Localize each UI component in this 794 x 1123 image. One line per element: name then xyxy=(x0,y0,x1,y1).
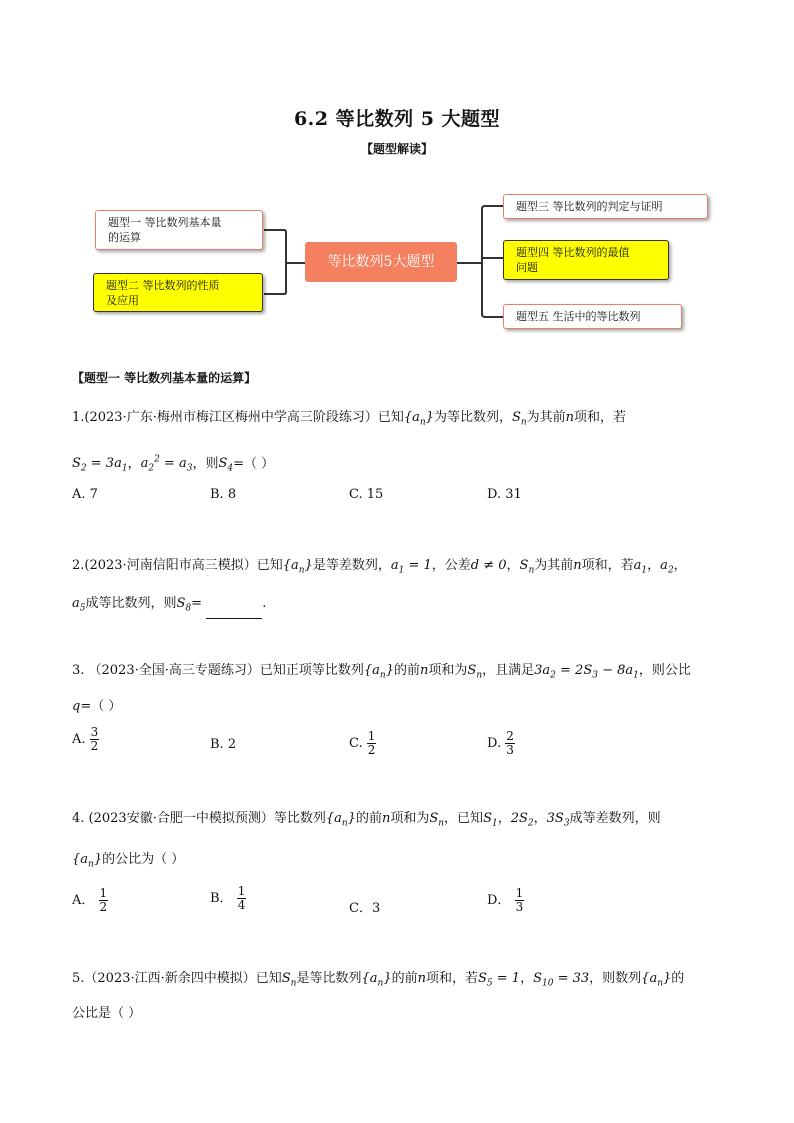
q1-option-c[interactable]: C. 15 xyxy=(349,487,384,502)
node-line: 问题 xyxy=(516,261,538,274)
q1-option-d[interactable]: D. 31 xyxy=(487,487,522,502)
q3-option-d[interactable] xyxy=(487,730,515,757)
q5-text: 公比是（ ） xyxy=(72,1006,142,1021)
q2-answer-blank[interactable] xyxy=(206,604,262,619)
q5-text: 项和，若 xyxy=(425,971,478,986)
q3-source: 3. （2023·全国·高三专题练习）已知正项等比数列 xyxy=(72,663,364,678)
page-title: 6.2 等比数列 5 大题型 xyxy=(293,108,501,130)
mindmap-node-type3 xyxy=(503,194,708,219)
q4-source: 4. (2023安徽·合肥一中模拟预测）等比数列 xyxy=(72,811,326,826)
q3-text: ，则公比 xyxy=(638,663,691,678)
q2-text: 项和，若 xyxy=(581,558,634,573)
question-5-line-2 xyxy=(72,1004,141,1024)
q3-text: 的前 xyxy=(394,663,421,678)
q3-text: ，且满足 xyxy=(482,663,535,678)
q2-text: 为其前 xyxy=(534,558,574,573)
q3-text: 项和为 xyxy=(428,663,468,678)
node-line: 题型二 等比数列的性质 xyxy=(106,279,220,292)
node-line: 及应用 xyxy=(106,294,139,307)
q4-option-a[interactable] xyxy=(72,887,108,914)
q5-source: 5.（2023·江西·新余四中模拟）已知 xyxy=(72,971,282,986)
option-label: D． xyxy=(487,893,511,908)
question-1-line-2: $S_2 = 3a_1$，$a_2^2 = a_3$，则$S_4=$（ ） xyxy=(72,455,275,474)
question-5-line-1: 5.（2023·江西·新余四中模拟）已知$S_n$是等比数列$\{a_n\}$的前n项和，若$S_5 = 1$，$S_{10} = 33$，则数列$\{a_n\}$的 xyxy=(72,971,685,989)
q2-text: 是等差数列， xyxy=(312,558,391,573)
q2-text: . xyxy=(262,596,267,611)
option-label: A． xyxy=(72,893,95,908)
q1-text: 为等比数列， xyxy=(433,410,512,425)
fraction: $\frac{1}{2}$ xyxy=(367,729,376,757)
q1-text: 项和，若 xyxy=(574,410,627,425)
q5-text: ，则数列 xyxy=(589,971,642,986)
option-label: D. xyxy=(487,736,502,751)
node-line: 题型一 等比数列基本量 xyxy=(108,216,222,229)
question-4-line-1: 4. (2023安徽·合肥一中模拟预测）等比数列$\{a_n\}$的前n项和为$S_n$，已知$S_1$，$2S_2$，$3S_3$成等差数列，则 xyxy=(72,811,661,829)
q4-text: 的前 xyxy=(355,811,382,826)
q5-text: 的前 xyxy=(391,971,418,986)
mindmap-node-type1 xyxy=(95,210,263,250)
q3-option-b[interactable]: B. 2 xyxy=(210,737,237,752)
fraction: $\frac{1}{2}$ xyxy=(99,886,108,914)
option-label: A. xyxy=(72,732,86,747)
q2-text: 成等比数列，则 xyxy=(85,596,177,611)
q4-option-d[interactable] xyxy=(487,887,524,914)
q5-text: ， xyxy=(520,971,534,986)
q1-option-b[interactable]: B. 8 xyxy=(210,487,237,502)
q2-text: ， xyxy=(647,558,661,573)
node-line: 题型五 生活中的等比数列 xyxy=(516,310,641,323)
question-2-line-2: $a_5$成等比数列，则$S_8=$ . xyxy=(72,594,266,619)
fraction: $\frac{3}{2}$ xyxy=(90,725,99,753)
q4-option-b[interactable] xyxy=(210,885,246,912)
q2-text: = xyxy=(191,596,203,611)
q5-text: 的 xyxy=(671,971,685,986)
q3-text: =（ ） xyxy=(80,699,122,714)
fraction: $\frac{2}{3}$ xyxy=(506,729,514,757)
q4-text: 项和为 xyxy=(390,811,430,826)
q5-text: 是等比数列 xyxy=(296,971,362,986)
q3-option-c[interactable] xyxy=(349,730,376,757)
q1-text: ，则 xyxy=(192,456,219,472)
mindmap-node-type4 xyxy=(503,240,669,280)
fraction: $\frac{1}{4}$ xyxy=(237,884,246,912)
q1-option-a[interactable]: A. 7 xyxy=(72,487,98,502)
q1-source: 1.(2023·广东·梅州市梅江区梅州中学高三阶段练习）已知 xyxy=(72,410,404,425)
q4-text: ，已知 xyxy=(444,811,484,826)
q2-text: ， xyxy=(673,558,687,573)
q3-option-a[interactable] xyxy=(72,726,99,753)
q2-text: ， xyxy=(506,558,520,573)
option-label: B． xyxy=(210,891,233,906)
node-line: 的运算 xyxy=(108,231,141,244)
center-node-label: 等比数列5大题型 xyxy=(327,253,435,270)
q4-text: 的公比为（ ） xyxy=(102,852,185,867)
q4-option-c[interactable]: C．3 xyxy=(349,901,381,916)
question-3-line-2: q=（ ） xyxy=(72,699,122,714)
question-1-line-1: 1.(2023·广东·梅州市梅江区梅州中学高三阶段练习）已知$\{a_n\}$为等比数列，$S_n$为其前n项和，若 xyxy=(72,410,627,428)
q4-text: 成等差数列，则 xyxy=(569,811,661,826)
q2-source: 2.(2023·河南信阳市高三模拟）已知 xyxy=(72,558,283,573)
q1-text: 为其前 xyxy=(526,410,566,425)
mindmap-node-type2 xyxy=(93,273,263,312)
q4-text: ， xyxy=(497,811,511,826)
option-label: C. xyxy=(349,736,363,751)
q1-text: =（ ） xyxy=(233,456,275,472)
node-line: 题型四 等比数列的最值 xyxy=(516,246,630,259)
fraction: $\frac{1}{3}$ xyxy=(515,886,524,914)
page-subtitle: 【题型解读】 xyxy=(360,142,433,156)
q2-text: ，公差 xyxy=(431,558,471,573)
question-2-line-1: 2.(2023·河南信阳市高三模拟）已知$\{a_n\}$是等差数列，$a_1 = 1$，公差d ≠ 0，$S_n$为其前n项和，若$a_1$，$a_2$， xyxy=(72,558,687,576)
node-line: 题型三 等比数列的判定与证明 xyxy=(516,200,663,213)
question-4-line-2: $\{a_n\}$的公比为（ ） xyxy=(72,852,185,870)
mindmap-node-type5 xyxy=(503,304,682,329)
mindmap-center-node xyxy=(305,242,457,282)
q4-text: ， xyxy=(533,811,547,826)
section-heading-type1: 【题型一 等比数列基本量的运算】 xyxy=(72,371,257,385)
question-3-line-1: 3. （2023·全国·高三专题练习）已知正项等比数列$\{a_n\}$的前n项和为$S_n$，且满足$3a_2 = 2S_3 - 8a_1$，则公比 xyxy=(72,663,691,681)
